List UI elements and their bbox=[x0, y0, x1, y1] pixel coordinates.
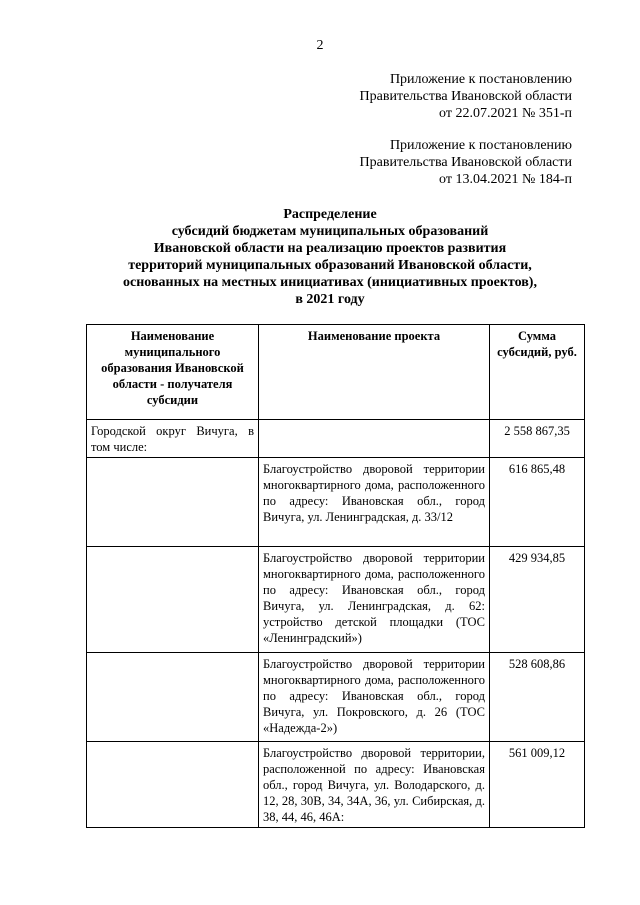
appendix-line: от 13.04.2021 № 184-п bbox=[439, 172, 572, 187]
appendix-previous-reference bbox=[300, 137, 572, 188]
title-line: субсидий бюджетам муниципальных образований bbox=[171, 224, 489, 239]
header-project: Наименование проекта bbox=[259, 325, 490, 420]
cell-amount: 528 608,86 bbox=[490, 653, 585, 742]
appendix-line: Правительства Ивановской области bbox=[359, 155, 572, 170]
title-line: в 2021 году bbox=[295, 292, 365, 307]
subsidy-distribution-table bbox=[86, 324, 585, 828]
table-row bbox=[87, 653, 585, 742]
document-title bbox=[80, 206, 580, 308]
cell-municipality: Городской округ Вичуга, в том числе: bbox=[87, 420, 259, 458]
table-row bbox=[87, 742, 585, 828]
cell-project: Благоустройство дворовой территории многоквартирного дома, расположенного по адресу: Ивановская обл., город Вичуга, ул. Покровского, д. 26 (ТОС «Надежда-2») bbox=[259, 653, 490, 742]
title-line: территорий муниципальных образований Ивановской области, bbox=[128, 258, 532, 273]
appendix-line: Правительства Ивановской области bbox=[359, 89, 572, 104]
cell-amount: 429 934,85 bbox=[490, 547, 585, 653]
cell-project: Благоустройство дворовой территории многоквартирного дома, расположенного по адресу: Ивановская обл., город Вичуга, ул. Ленинградская, д. 33/12 bbox=[259, 458, 490, 547]
table-row bbox=[87, 458, 585, 547]
page-bottom-margin bbox=[0, 838, 640, 905]
cell-amount: 2 558 867,35 bbox=[490, 420, 585, 458]
header-amount: Сумма субсидий, руб. bbox=[490, 325, 585, 420]
cell-municipality bbox=[87, 653, 259, 742]
cell-project bbox=[259, 420, 490, 458]
appendix-line: Приложение к постановлению bbox=[389, 72, 572, 87]
cell-amount: 561 009,12 bbox=[490, 742, 585, 828]
appendix-line: Приложение к постановлению bbox=[389, 138, 572, 153]
title-line: основанных на местных инициативах (инициативных проектов), bbox=[123, 275, 537, 290]
header-municipality: Наименование муниципального образования Ивановской области - получателя субсидии bbox=[87, 325, 259, 420]
table-header-row bbox=[87, 325, 585, 420]
table-row-municipality-total bbox=[87, 420, 585, 458]
cell-municipality bbox=[87, 742, 259, 828]
cell-project: Благоустройство дворовой территории, расположенной по адресу: Ивановская обл., город Вичуга, ул. Володарского, д. 12, 28, 30В, 34, 34А, 36, ул. Сибирская, д. 38, 44, 46, 46А: bbox=[259, 742, 490, 828]
cell-municipality bbox=[87, 458, 259, 547]
cell-project: Благоустройство дворовой территории многоквартирного дома, расположенного по адресу: Ивановская обл., город Вичуга, ул. Ленинградская, д. 62: устройство детской площадки (ТОС «Ленинградский») bbox=[259, 547, 490, 653]
cell-amount: 616 865,48 bbox=[490, 458, 585, 547]
title-line: Ивановской области на реализацию проектов развития bbox=[153, 241, 507, 256]
cell-municipality bbox=[87, 547, 259, 653]
title-line: Распределение bbox=[283, 207, 377, 222]
appendix-line: от 22.07.2021 № 351-п bbox=[439, 106, 572, 121]
appendix-current-reference bbox=[300, 71, 572, 122]
table-row bbox=[87, 547, 585, 653]
page-number: 2 bbox=[316, 38, 324, 53]
